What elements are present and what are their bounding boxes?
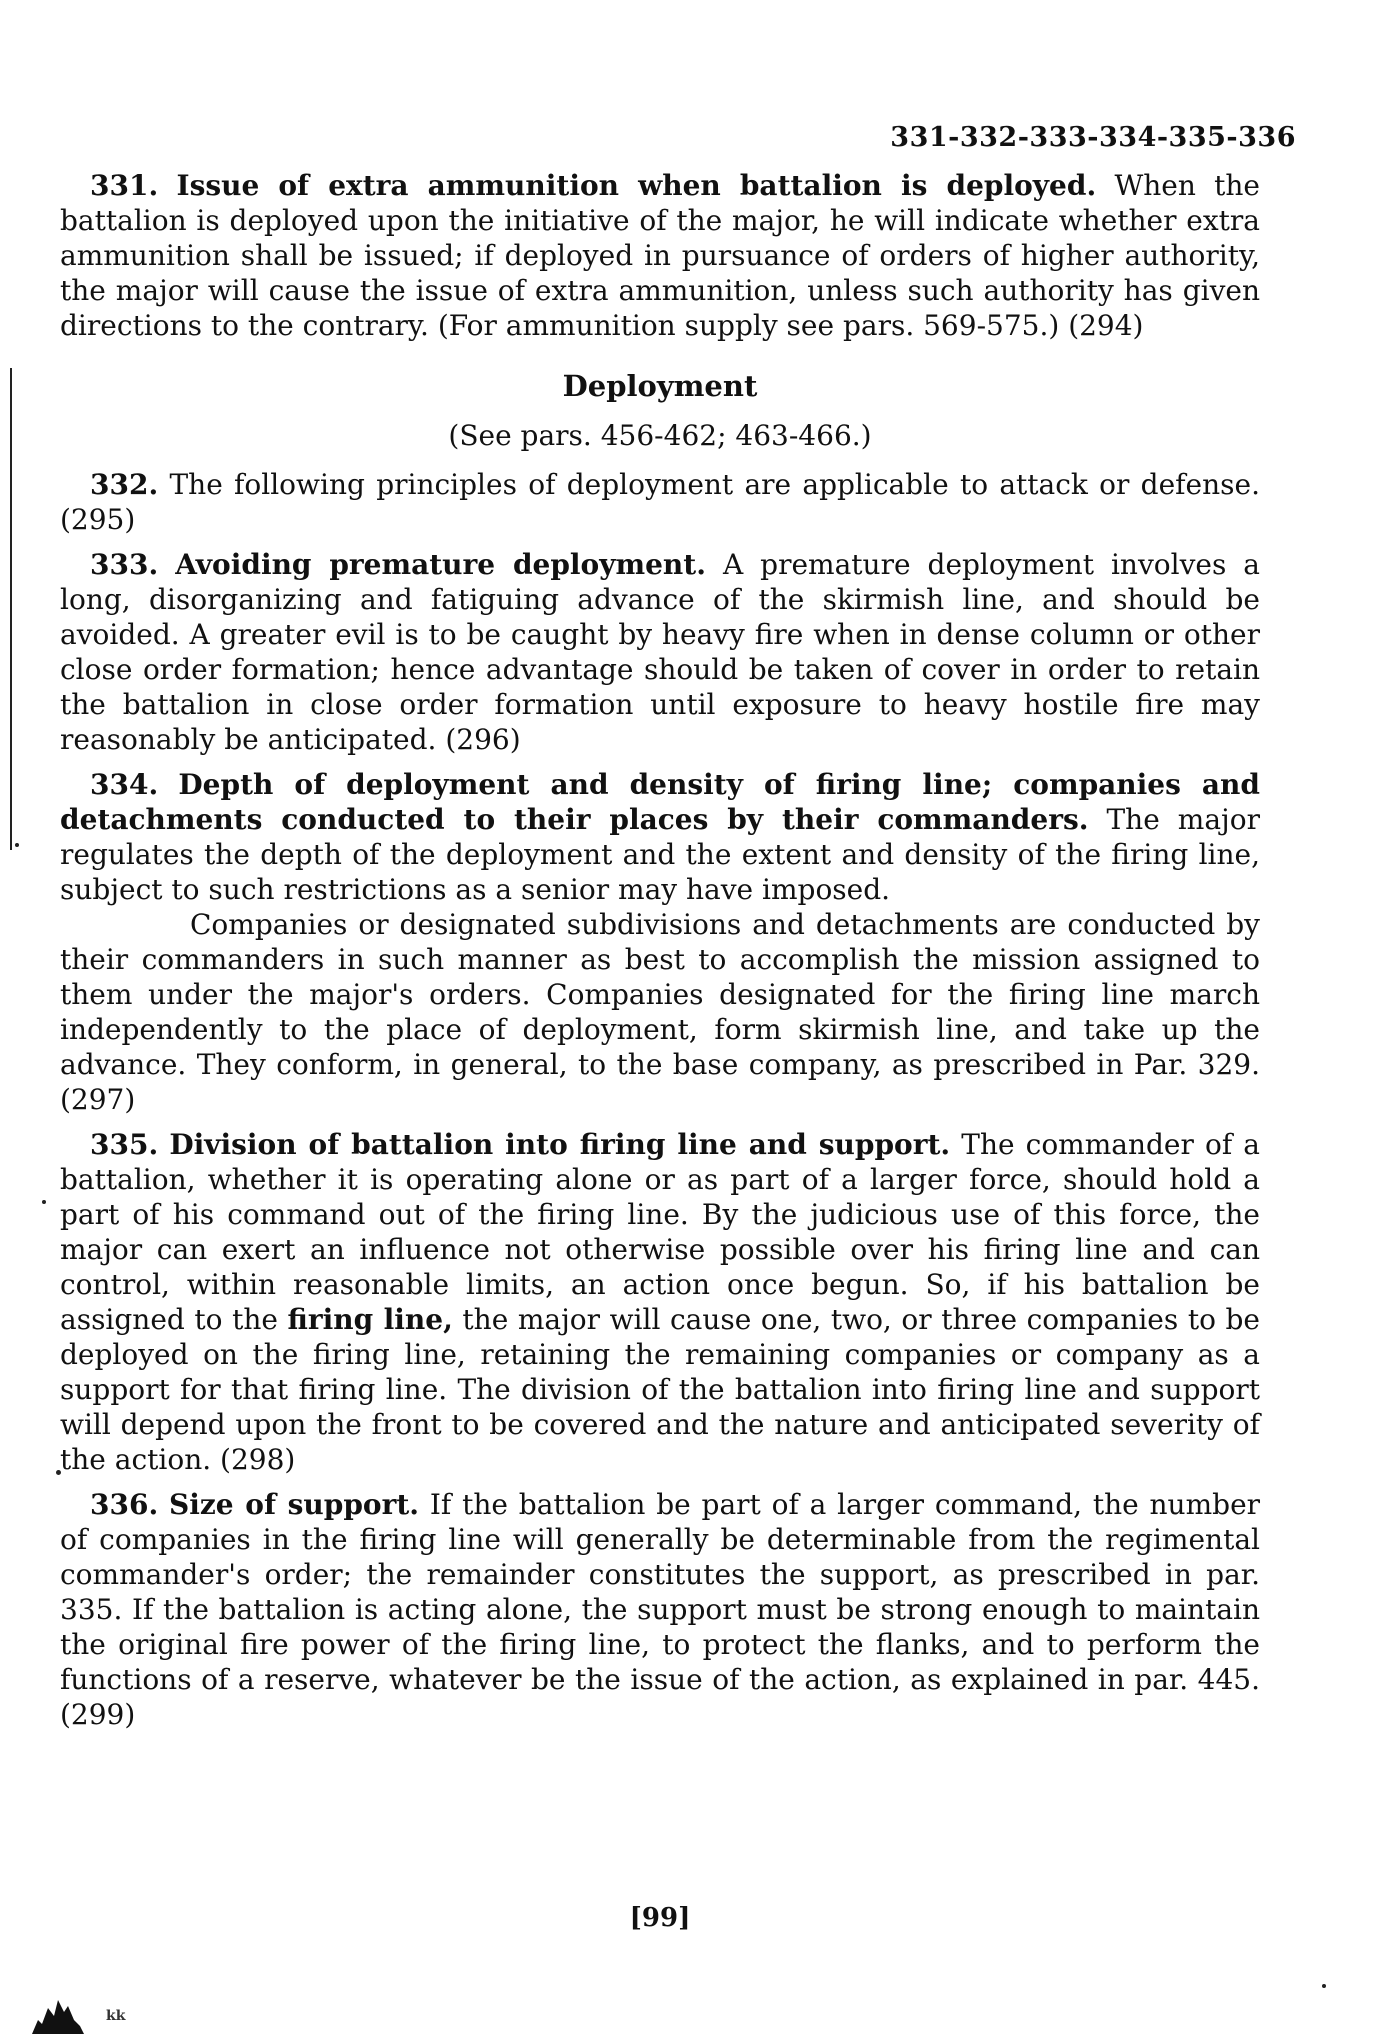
ink-blot-icon xyxy=(28,1990,86,2034)
paragraph-336 xyxy=(60,1487,1260,1732)
paragraph-body: Companies or designated subdivisions and detachments are conducted by their commanders in such manner as best to accomplish the mission assigned to them under the major's orders. Companies designated for the firing line march independently to the place of deployment, form skirmish line, and take up the advance. They conform, in general, to the base company, as prescribed in Par. 329. (297) xyxy=(60,908,1260,1116)
corner-mark-text: kk xyxy=(106,2008,126,2024)
paragraph-body: The commander of a battalion, whether it is operating alone or as part of a larger force, should hold a part of his command out of the firing line. By the judicious use of this force, the major can exert an influence not otherwise possible over his firing line and can control, within reasonable limits, an action once begun. So, if his battalion be assigned to the xyxy=(60,1128,1261,1336)
paragraph-body: If the battalion be part of a larger command, the number of companies in the firing line will generally be determinable from the regimental commander's order; the remainder constitutes the support, as prescribed in par. 335. If the battalion is acting alone, the support must be strong enough to maintain the original fire power of the firing line, to protect the flanks, and to perform the functions of a reserve, whatever be the issue of the action, as explained in par. 445. (299) xyxy=(60,1488,1261,1731)
paragraph-title: Division of battalion into firing line and support. xyxy=(169,1128,951,1161)
paragraph-body: The following principles of deployment are applicable to attack or defense. (295) xyxy=(60,468,1260,536)
paragraph-332 xyxy=(60,467,1260,537)
body-text xyxy=(60,168,1260,1742)
paragraph-333 xyxy=(60,547,1260,757)
paragraph-title: Depth of deployment and density of firing line; companies and detachments conducted to their places by their commanders. xyxy=(60,768,1260,836)
paragraph-331 xyxy=(60,168,1260,343)
paragraph-body: When the battalion is deployed upon the initiative of the major, he will indicate whether extra ammunition shall be issued; if deployed in pursuance of orders of higher authority, the major will cause the issue of extra ammunition, unless such authority has given directions to the contrary. (For ammunition supply see pars. 569-575.) (294) xyxy=(60,169,1260,342)
emphasis-firing-line: firing line, xyxy=(287,1303,453,1336)
paragraph-number: 331. xyxy=(90,169,159,202)
paragraph-title: Issue of extra ammunition when battalion is deployed. xyxy=(176,169,1097,202)
paragraph-body: The major regulates the depth of the deployment and the extent and density of the firing line, subject to such restrictions as a senior may have imposed. xyxy=(60,803,1260,906)
margin-rule xyxy=(10,368,12,850)
ink-speck xyxy=(1322,1984,1326,1988)
section-reference: (See pars. 456-462; 463-466.) xyxy=(448,419,872,452)
paragraph-number: 333. xyxy=(90,548,159,581)
ink-speck xyxy=(15,843,19,847)
paragraph-title: Size of support. xyxy=(169,1488,420,1521)
paragraph-title: Avoiding premature deployment. xyxy=(175,548,706,581)
paragraph-number: 332. xyxy=(90,468,159,501)
section-heading: Deployment xyxy=(562,369,758,403)
page-number: [99] xyxy=(629,1903,691,1933)
ink-speck xyxy=(42,1200,46,1204)
paragraph-334 xyxy=(60,767,1260,907)
paragraph-number: 334. xyxy=(90,768,159,801)
paragraph-number: 335. xyxy=(90,1128,159,1161)
paragraph-335 xyxy=(60,1127,1260,1477)
paragraph-body: A premature deployment involves a long, disorganizing and fatiguing advance of the skirmish line, and should be avoided. A greater evil is to be caught by heavy fire when in dense column or other close order formation; hence advantage should be taken of cover in order to retain the battalion in close order formation until exposure to heavy hostile fire may reasonably be anticipated. (296) xyxy=(60,548,1260,756)
paragraph-number: 336. xyxy=(90,1488,159,1521)
page-header-reference: 331-332-333-334-335-336 xyxy=(890,122,1296,153)
paragraph-334-continued xyxy=(60,907,1260,1117)
paragraph-body: the major will cause one, two, or three companies to be deployed on the firing line, retaining the remaining companies or company as a support for that firing line. The division of the battalion into firing line and support will depend upon the front to be covered and the nature and anticipated severity of the action. (298) xyxy=(60,1303,1260,1476)
